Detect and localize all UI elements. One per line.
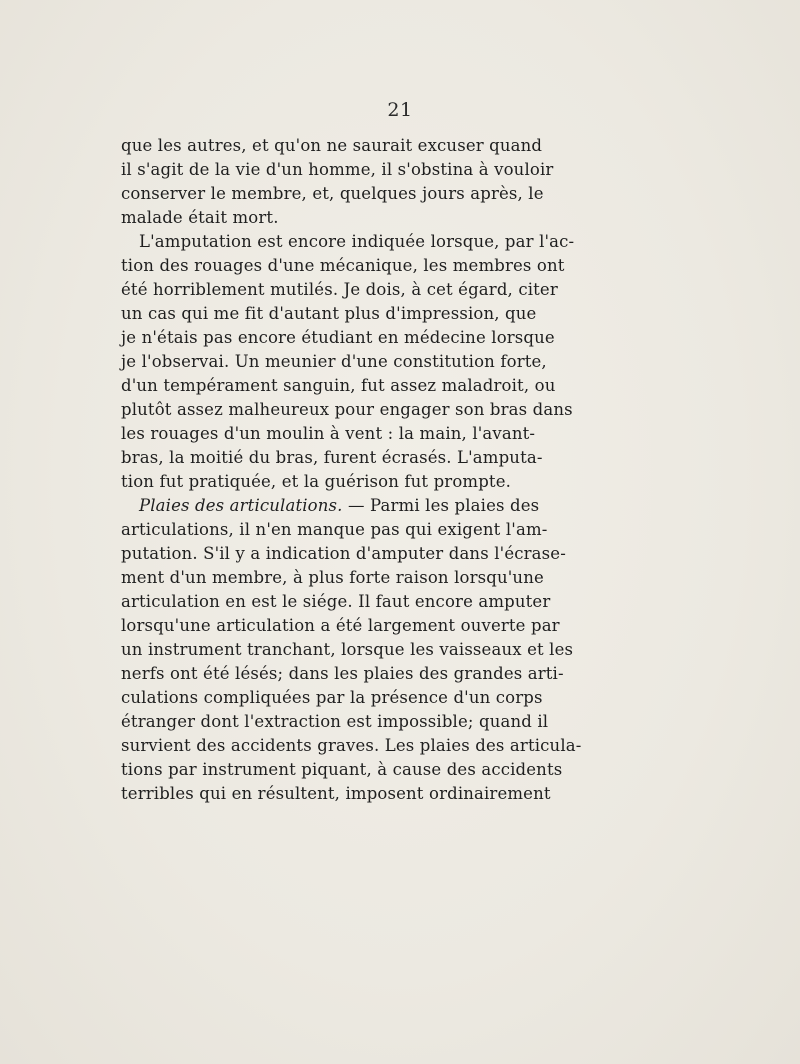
- text-line: tion fut pratiquée, et la guérison fut prompte.: [121, 472, 512, 491]
- section-heading: Plaies des articulations.: [139, 496, 343, 515]
- text-line-rest: — Parmi les plaies des: [347, 496, 540, 515]
- text-line: culations compliquées par la présence d'un corps: [121, 688, 543, 707]
- text-line: articulation en est le siége. Il faut encore amputer: [121, 592, 551, 611]
- text-line: ment d'un membre, à plus forte raison lorsqu'une: [121, 568, 544, 587]
- text-line: d'un tempérament sanguin, fut assez maladroit, ou: [121, 376, 556, 395]
- text-line: nerfs ont été lésés; dans les plaies des grandes arti-: [121, 664, 564, 683]
- text-line: conserver le membre, et, quelques jours après, le: [121, 184, 544, 203]
- text-line: putation. S'il y a indication d'amputer dans l'écrase-: [121, 544, 566, 563]
- body-text: [121, 134, 582, 806]
- text-line: je l'observai. Un meunier d'une constitution forte,: [121, 352, 547, 371]
- text-line: tions par instrument piquant, à cause des accidents: [121, 760, 563, 779]
- text-line: un instrument tranchant, lorsque les vaisseaux et les: [121, 640, 574, 659]
- text-line: articulations, il n'en manque pas qui exigent l'am-: [121, 520, 548, 539]
- page-number: 21: [387, 99, 413, 121]
- text-line: survient des accidents graves. Les plaies des articula-: [121, 736, 582, 755]
- text-line: malade était mort.: [121, 208, 279, 227]
- text-line: été horriblement mutilés. Je dois, à cet égard, citer: [121, 280, 558, 299]
- text-line: que les autres, et qu'on ne saurait excuser quand: [121, 136, 543, 155]
- text-line: un cas qui me fit d'autant plus d'impression, que: [121, 304, 537, 323]
- text-line: L'amputation est encore indiquée lorsque, par l'ac-: [139, 232, 575, 251]
- text-line: tion des rouages d'une mécanique, les membres ont: [121, 256, 565, 275]
- text-line: lorsqu'une articulation a été largement ouverte par: [121, 616, 560, 635]
- text-line: plutôt assez malheureux pour engager son bras dans: [121, 400, 573, 419]
- text-line: il s'agit de la vie d'un homme, il s'obstina à vouloir: [121, 160, 554, 179]
- text-line: je n'étais pas encore étudiant en médecine lorsque: [121, 328, 555, 347]
- text-line: bras, la moitié du bras, furent écrasés. L'amputa-: [121, 448, 543, 467]
- text-line: les rouages d'un moulin à vent : la main, l'avant-: [121, 424, 536, 443]
- text-line: étranger dont l'extraction est impossible; quand il: [121, 712, 549, 731]
- text-line: terribles qui en résultent, imposent ordinairement: [121, 784, 551, 803]
- text-line-with-heading: [121, 494, 540, 518]
